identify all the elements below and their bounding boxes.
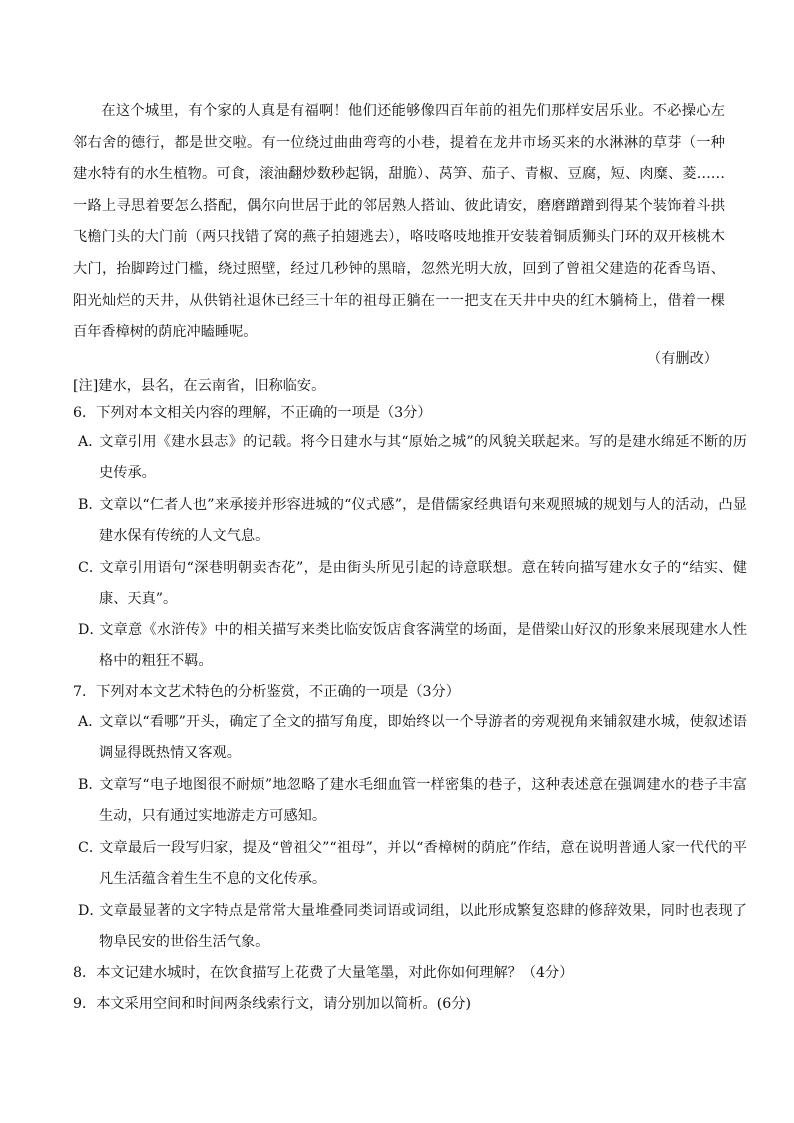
passage-paragraph: 在这个城里，有个家的人真是有福啊！他们还能够像四百年前的祖先们那样安居乐业。不必操心左邻右舍的德行，都是世交啦。有一位绕过曲曲弯弯的小巷，提着在龙井市场买来的水淋淋的草芽（一种建水特有的水生植物。可食，滚油翻炒数秒起锅，甜脆）、莴笋、茄子、青椒、豆腐，短、肉糜、菱……一路上寻思着要怎么搭配，偶尔向世居于此的邻居熟人搭讪、彼此请安，磨磨蹭蹭到得某个装饰着斗拱飞檐门头的大门前（两只找错了窝的燕子拍翅逃去），咯吱咯吱地推开安装着铜质狮头门环的双开核桃木大门，抬脚跨过门槛，绕过照壁，经过几秒钟的黑暗，忽然光明大放，回到了曾祖父建造的花香鸟语、阳光灿烂的天井，从供销社退休已经三十年的祖母正躺在一一把支在天井中央的红木躺椅上，借着一棵百年香樟树的荫庇冲瞌睡呢。 — [73, 103, 725, 341]
option-letter: C． — [78, 560, 104, 576]
question-6-option-b — [78, 490, 747, 552]
question-6-option-c — [78, 553, 747, 615]
question-6-option-a — [78, 427, 747, 489]
option-letter: B． — [78, 777, 103, 793]
footnote: [注]建水，县名，在云南省，旧称临安。 — [73, 378, 326, 394]
option-letter: B． — [78, 497, 103, 513]
question-7-stem: 7．下列对本文艺术特色的分析鉴赏，不正确的一项是（3分） — [73, 684, 460, 700]
option-text: 文章以“仁者人也”来承接并形容进城的“仪式感”，是借儒家经典语句来观照城的规划与人的活动，凸显建水保有传统的人文气息。 — [99, 497, 747, 545]
option-letter: D． — [78, 622, 104, 638]
question-6-stem: 6．下列对本文相关内容的理解，不正确的一项是（3分） — [73, 405, 432, 421]
source-note: （有删改） — [647, 351, 718, 367]
option-text: 文章引用语句“深巷明朝卖杏花”，是由街头所见引起的诗意联想。意在转向描写建水女子的“结实、健康、天真”。 — [99, 560, 747, 608]
option-letter: D． — [78, 903, 104, 919]
option-text: 文章最显著的文字特点是常常大量堆叠同类词语或词组，以此形成繁复恣肆的修辞效果，同时也表现了物阜民安的世俗生活气象。 — [99, 903, 747, 951]
option-text: 文章引用《建水县志》的记载。将今日建水与其“原始之城”的风貌关联起来。写的是建水绵延不断的历史传承。 — [99, 434, 747, 482]
option-letter: A． — [78, 714, 103, 730]
question-7-option-a — [78, 707, 747, 769]
question-7-option-b — [78, 770, 747, 832]
question-6-option-d — [78, 615, 747, 677]
question-9-stem: 9．本文采用空间和时间两条线索行文，请分别加以简析。(6分) — [73, 996, 472, 1012]
option-text: 文章以“看哪”开头，确定了全文的描写角度，即始终以一个导游者的旁观视角来铺叙建水城，使叙述语调显得既热情又客观。 — [99, 714, 747, 762]
question-8-stem: 8．本文记建水城时，在饮食描写上花费了大量笔墨，对此你如何理解？（4分） — [73, 965, 574, 981]
question-7-option-d — [78, 896, 747, 958]
option-letter: A． — [78, 434, 103, 450]
option-text: 文章写“电子地图很不耐烦”地忽略了建水毛细血管一样密集的巷子，这种表述意在强调建水的巷子丰富生动，只有通过实地游走方可感知。 — [99, 777, 747, 825]
option-text: 文章意《水浒传》中的相关描写来类比临安饭店食客满堂的场面，是借梁山好汉的形象来展现建水人性格中的粗狂不羁。 — [99, 622, 747, 670]
question-7-option-c — [78, 833, 747, 895]
option-text: 文章最后一段写归家，提及“曾祖父”“祖母”，并以“香樟树的荫庇”作结，意在说明普通人家一代代的平凡生活蕴含着生生不息的文化传承。 — [99, 840, 747, 888]
option-letter: C． — [78, 840, 104, 856]
